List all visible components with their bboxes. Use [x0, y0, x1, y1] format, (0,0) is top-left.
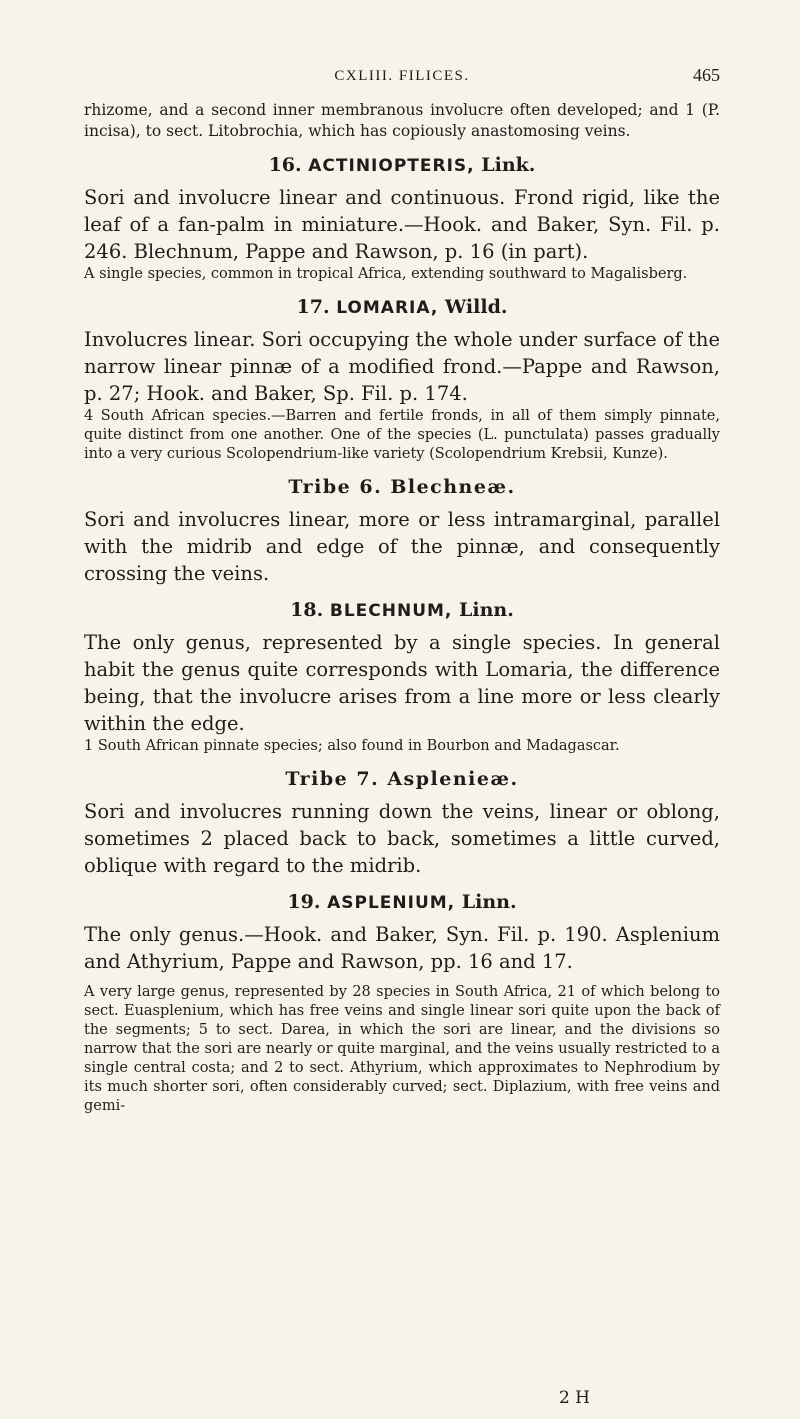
genus-heading-blechnum — [84, 599, 720, 621]
tribe-description-asplenieae: Sori and involucres running down the veins, linear or oblong, sometimes 2 placed back to back, sometimes a little curved, oblique with regard to the midrib. — [84, 800, 720, 877]
genus-note-blechnum: 1 South African pinnate species; also found in Bourbon and Madagascar. — [84, 738, 620, 754]
genus-name: ASPLENIUM, — [327, 893, 456, 913]
genus-number: 17. — [296, 296, 330, 318]
genus-authority: Linn. — [459, 599, 514, 621]
tribe-description-blechneae: Sori and involucres linear, more or less intramarginal, parallel with the midrib and edge of the pinnæ, and consequently crossing the veins. — [84, 508, 720, 585]
genus-description-actiniopteris: Sori and involucre linear and continuous. Frond rigid, like the leaf of a fan-palm in miniature.—Hook. and Baker, Syn. Fil. p. 246. Blechnum, Pappe and Rawson, p. 16 (in part). — [84, 186, 720, 263]
genus-heading-actiniopteris — [84, 154, 720, 176]
genus-heading-lomaria — [84, 296, 720, 318]
genus-note-asplenium: A very large genus, represented by 28 species in South Africa, 21 of which belong to sect. Euasplenium, which has free veins and single linear sori quite upon the back of the segments; 5 to sect. Darea, in which the sori are linear, and the divisions so narrow that the sori are nearly or quite marginal, and the veins usually restricted to a single central costa; and 2 to sect. Athyrium, which approximates to Nephrodium by its much shorter sori, often considerably curved; sect. Diplazium, with free veins and gemi- — [84, 984, 720, 1114]
genus-name: LOMARIA, — [336, 298, 439, 318]
genus-authority: Link. — [481, 154, 536, 176]
page-number: 465 — [693, 65, 720, 85]
printer-signature: 2 H — [558, 1388, 590, 1408]
genus-number: 18. — [290, 599, 324, 621]
genus-number: 19. — [287, 891, 321, 913]
genus-name: ACTINIOPTERIS, — [308, 156, 475, 176]
genus-heading-asplenium — [84, 891, 720, 913]
tribe-heading-asplenieae: Tribe 7. Asplenieæ. — [285, 768, 519, 790]
genus-description-asplenium: The only genus.—Hook. and Baker, Syn. Fil. p. 190. Asplenium and Athyrium, Pappe and Rawson, pp. 16 and 17. — [84, 923, 720, 973]
genus-name: BLECHNUM, — [329, 601, 453, 621]
genus-note-lomaria: 4 South African species.—Barren and fertile fronds, in all of them simply pinnate, quite distinct from one another. One of the species (L. punctulata) passes gradually into a very curious Scolopendrium-like variety (Scolopendrium Krebsii, Kunze). — [84, 408, 720, 462]
continued-paragraph: rhizome, and a second inner membranous involucre often developed; and 1 (P. incisa), to sect. Litobrochia, which has copiously anastomosing veins. — [84, 101, 720, 140]
page-header — [84, 0, 720, 100]
genus-number: 16. — [268, 154, 302, 176]
genus-authority: Willd. — [444, 296, 508, 318]
running-head: CXLIII. FILICES. — [334, 68, 470, 84]
genus-description-blechnum: The only genus, represented by a single species. In general habit the genus quite corresponds with Lomaria, the difference being, that the involucre arises from a line more or less clearly within the edge. — [84, 631, 720, 735]
genus-note-actiniopteris: A single species, common in tropical Africa, extending southward to Magalisberg. — [84, 266, 688, 282]
tribe-heading-blechneae: Tribe 6. Blechneæ. — [288, 476, 516, 498]
genus-description-lomaria: Involucres linear. Sori occupying the whole under surface of the narrow linear pinnæ of a modified frond.—Pappe and Rawson, p. 27; Hook. and Baker, Sp. Fil. p. 174. — [84, 328, 720, 405]
genus-authority: Linn. — [461, 891, 517, 913]
